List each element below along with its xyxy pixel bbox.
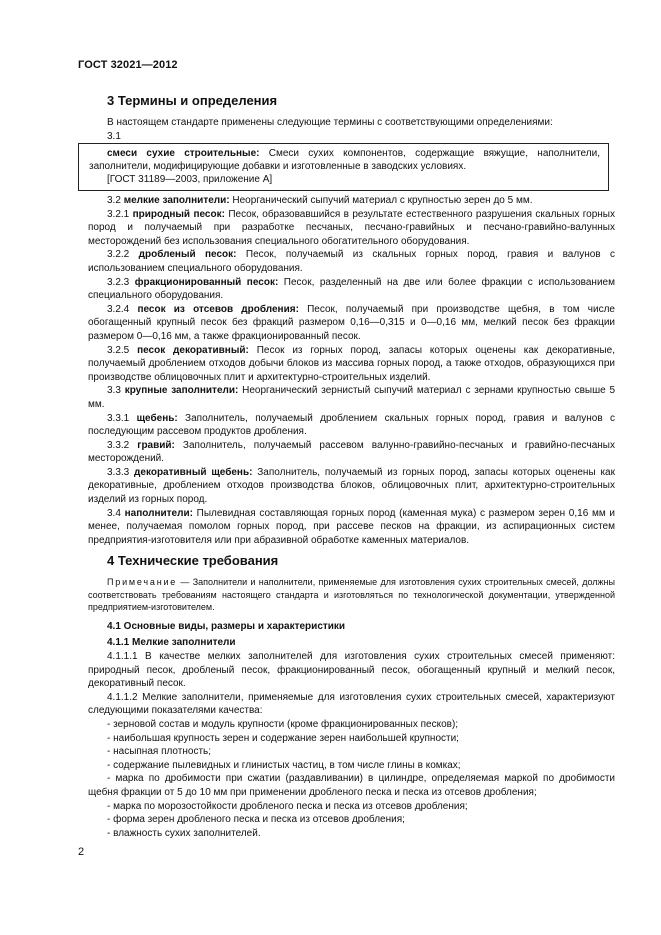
- term-number: 3.4: [107, 507, 125, 519]
- term-name: природный песок:: [132, 208, 225, 220]
- term-name: песок декоративный:: [137, 344, 249, 356]
- section-3-intro: [88, 116, 615, 143]
- list-item: - марка по дробимости при сжатии (раздавливании) в цилиндре, определяемая маркой по дробимости щебня фракции от 5 до 10 мм при применении дробленого песка и песка из отсевов дробления;: [88, 773, 615, 798]
- list-item: - марка по морозостойкости дробленого песка и песка из отсевов дробления;: [107, 800, 468, 812]
- subsection-4-1-title: 4.1 Основные виды, размеры и характеристики: [107, 621, 346, 632]
- list-item: - влажность сухих заполнителей.: [107, 827, 261, 839]
- term-text: Песок, получаемый из скальных горных пород, гравия и валунов с использованием специального оборудования.: [88, 249, 615, 274]
- section-4-body: [88, 650, 615, 840]
- section-3-title: 3 Термины и определения: [107, 93, 278, 108]
- definition-body: Смеси сухих компонентов, содержащие вяжущие, наполнители, заполнители, модифицирующие добавки и изготовленные в заводских условиях.: [89, 148, 600, 173]
- note-text: — Заполнители и наполнители, применяемые для изготовления сухих строительных смесей, должны соответствовать требованиям настоящего стандарта и изготовляться по технологической документации, утвержденной предприятием-изготовителем.: [88, 577, 615, 612]
- section-4-title: 4 Технические требования: [107, 553, 279, 568]
- definition-term: смеси сухие строительные:: [107, 148, 260, 159]
- subsection-4-1-1-title: 4.1.1 Мелкие заполнители: [107, 637, 236, 648]
- term-name: фракционированный песок:: [134, 276, 279, 288]
- document-header: ГОСТ 32021—2012: [78, 59, 178, 71]
- page-number: 2: [78, 846, 85, 858]
- term-item: [88, 276, 615, 303]
- term-number: 3.2.4: [107, 303, 138, 315]
- term-number: 3.2: [107, 195, 124, 206]
- term-text: Неорганический зернистый сыпучий материал с зернами крупностью свыше 5 мм.: [88, 385, 616, 410]
- term-text: Неорганический сыпучий материал с крупностью зерен до 5 мм.: [229, 195, 533, 206]
- term-name: крупные заполнители:: [124, 385, 239, 397]
- term-number: 3.2.5: [107, 344, 138, 356]
- term-item: [88, 303, 615, 344]
- list-item: - наибольшая крупность зерен и содержание зерен наибольшей крупности;: [107, 732, 459, 744]
- term-number: 3.3.1: [107, 412, 137, 424]
- term-text: Заполнитель, получаемый рассевом валунно-гравийно-песчаных и гравийно-песчаных месторождений.: [88, 439, 615, 465]
- term-number: 3.3.3: [107, 466, 135, 478]
- term-text: Песок, разделенный на две или более фракции с использованием специального оборудования.: [88, 276, 615, 302]
- term-text: Заполнитель, получаемый дроблением скальных горных пород, гравия и валунов с последующим рассевом продуктов дробления.: [88, 412, 615, 438]
- definition-box: [78, 143, 609, 191]
- term-item: [88, 466, 615, 507]
- note-label: Примечание: [107, 577, 178, 587]
- term-number: 3.2.1: [107, 208, 133, 220]
- definition-reference: [ГОСТ 31189—2003, приложение А]: [107, 174, 273, 186]
- term-text: Песок из горных пород, запасы которых оценены как декоративные, получаемый дроблением отходов добычи блоков из массива горных пород, а также отходов, образующихся при производстве облицовочных плит и архитектурно-строительных изделий.: [88, 344, 615, 383]
- term-name: декоративный щебень:: [134, 466, 253, 478]
- list-item: - содержание пылевидных и глинистых частиц, в том числе глины в комках;: [107, 759, 461, 771]
- note-paragraph: [88, 576, 615, 614]
- term-item: [88, 412, 615, 439]
- term-item: [88, 194, 615, 208]
- term-name: щебень:: [136, 412, 178, 424]
- term-text: Пылевидная составляющая горных пород (каменная мука) с размером зерен 0,16 мм и менее, получаемая помолом горных пород, при рассеве песков на фракции, из аспирационных систем предприятия-изготовителя или при абразивной обработке каменных материалов.: [88, 507, 615, 546]
- terms-list: [88, 194, 615, 547]
- list-item: - форма зерен дробленого песка и песка из отсевов дробления;: [107, 814, 405, 826]
- term-item: [88, 208, 615, 249]
- term-item: [88, 439, 615, 466]
- list-item: - насыпная плотность;: [107, 746, 212, 758]
- term-item: [88, 507, 615, 548]
- section-4-note: [88, 576, 615, 614]
- term-text: Песок, получаемый при производстве щебня, в том числе обогащенный крупный песок без фракций размером 0,16—0,315 и 0—0,16 мм, мелкий песок без фракции размером 0—0,16 мм, а также фракционированный песок.: [88, 303, 615, 342]
- term-number: 3.2.2: [107, 249, 139, 261]
- clause-3-1-number: 3.1: [107, 130, 121, 142]
- term-name: дробленый песок:: [138, 249, 237, 261]
- term-name: гравий:: [137, 439, 175, 451]
- term-number: 3.3.2: [107, 439, 138, 451]
- clause-4-1-1-1: 4.1.1.1 В качестве мелких заполнителей для изготовления сухих строительных смесей применяют: природный песок, дробленый песок, фракционированный песок, обогащенный крупный и мелкий песок, декоративный песок.: [88, 651, 615, 690]
- term-item: [88, 248, 615, 275]
- list-item: - зерновой состав и модуль крупности (кроме фракционированных песков);: [107, 718, 459, 730]
- term-name: наполнители:: [124, 507, 193, 519]
- clause-4-1-1-2: 4.1.1.2 Мелкие заполнители, применяемые для изготовления сухих строительных смесей, характеризуют следующими показателями качества:: [88, 691, 615, 717]
- definition-text: [89, 147, 600, 173]
- term-name: песок из отсевов дробления:: [137, 303, 299, 315]
- intro-text: В настоящем стандарте применены следующие термины с соответствующими определениями:: [107, 117, 553, 128]
- term-item: [88, 384, 615, 411]
- term-text: Заполнитель, получаемый из горных пород, запасы которых оценены как декоративные, дроблением отходов производства блоков, облицовочных плит, архитектурно-строительных изделий из горных пород.: [88, 466, 615, 506]
- term-name: мелкие заполнители:: [123, 195, 230, 206]
- term-text: Песок, образовавшийся в результате естественного разрушения скальных горных пород и получаемый при разработке песчаных, песчано-гравийных и песчано-гравийно-валунных месторождений без использования специального обогатительного оборудования.: [88, 208, 615, 247]
- term-number: 3.2.3: [107, 276, 135, 288]
- term-number: 3.3: [107, 385, 125, 397]
- term-item: [88, 344, 615, 385]
